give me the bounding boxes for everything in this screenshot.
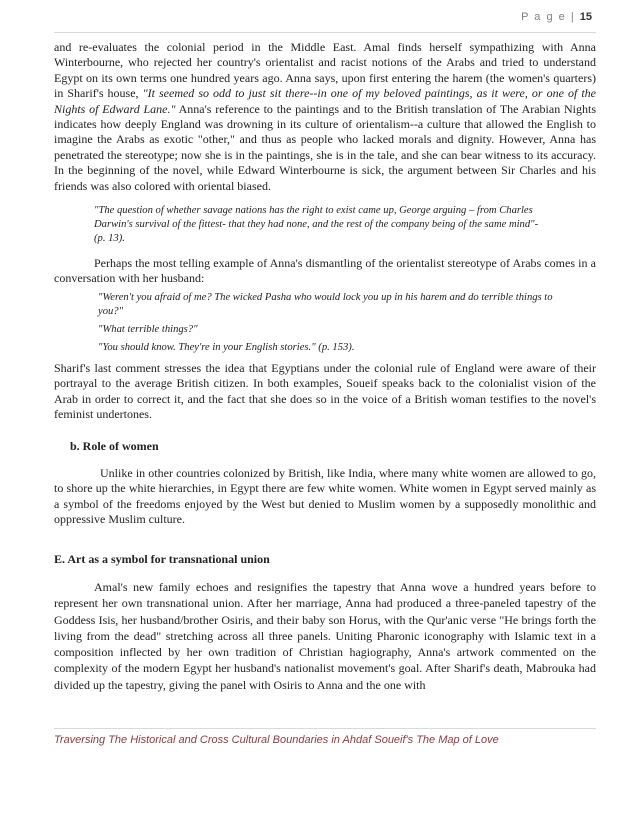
dialog-line-2: "What terrible things?" xyxy=(98,323,198,335)
page-number xyxy=(521,11,592,23)
dialog-line-3: "You should know. They're in your English stories." (p. 153). xyxy=(98,341,355,353)
paragraph-1: and re-evaluates the colonial period in the Middle East. Amal finds herself sympathizing with Anna Winterbourne, who rejected her country's orientalist and racist notions of the Arabs and tried to understand Egypt on its own terms one hundred years ago. Anna says, upon first entering the harem (the women's quarters) in Sharif's house, "It seemed so odd to just sit there--in one of my beloved paintings, as it were, or one of the Nights of Edward Lane." Anna's reference to the paintings and to the British translation of The Arabian Nights indicates how deeply England was drowning in its culture of orientalism--a culture that allowed the English to imagine the Arabs as exotic "other," and thus as people who lacked morals and dignity. However, Anna has penetrated the stereotype; now she is in the paintings, she is in the tale, and she can bear witness to its accuracy. In the beginning of the novel, while Edward Winterbourne is sick, the argument between Sir Charles and his friends was also colored with oriental biased. xyxy=(54,40,596,193)
dialog-line-1: "Weren't you afraid of me? The wicked Pasha who would lock you up in his harem and do terrible things to you?" xyxy=(98,291,553,317)
block-quote: "The question of whether savage nations has the right to exist came up, George arguing – from Charles Darwin's survival of the fittest- that they had none, and the rest of the company being of the same mind"- (p. 13). xyxy=(94,205,539,245)
page-number-value: 15 xyxy=(579,11,592,23)
footer-divider xyxy=(54,728,596,729)
footer-title: Traversing The Historical and Cross Cultural Boundaries in Ahdaf Soueif's The Map of Love xyxy=(54,734,499,746)
page-label: P a g e | xyxy=(521,11,576,23)
inline-quote: "It seemed so odd to just sit there--in one of my beloved paintings, as it were, or one of the Nights of Edward Lane." xyxy=(54,86,596,116)
paragraph-2: Perhaps the most telling example of Anna's dismantling of the orientalist stereotype of Arabs comes in a conversation with her husband: xyxy=(54,256,596,286)
section-heading-b: b. Role of women xyxy=(70,438,159,453)
header-divider xyxy=(54,32,596,33)
page-body xyxy=(54,40,596,693)
section-heading-e: E. Art as a symbol for transnational union xyxy=(54,551,270,566)
paragraph-4: Unlike in other countries colonized by British, like India, where many white women are allowed to go, to shore up the white hierarchies, in Egypt there are few white women. White women in Egypt served mainly as a symbol of the freedoms enjoyed by the West but denied to Muslim women by a supposedly monolithic and oppressive Muslim culture. xyxy=(54,465,596,527)
paragraph-5: Amal's new family echoes and resignifies the tapestry that Anna wove a hundred years before to represent her own transnational union. After her marriage, Anna had produced a three-paneled tapestry of the Goddess Isis, her husband/brother Osiris, and their baby son Horus, with the Qur'anic verse "He brings forth the living from the dead" stretching across all three panels. Uniting Pharonic iconography with Islamic text in a composition inflected by her own tradition of Christian hagiography, Anna's artwork commented on the complexity of the modern Egypt her husband's nationalist movement's goal. After Sharif's death, Mabrouka had divided up the tapestry, giving the panel with Osiris to Anna and the one with xyxy=(54,579,596,692)
paragraph-3: Sharif's last comment stresses the idea that Egyptians under the colonial rule of England were aware of their portrayal to the average British citizen. In both examples, Soueif speaks back to the colonialist vision of the Arab in order to correct it, and the fact that she does so in the voice of a British woman testifies to the novel's feminist undertones. xyxy=(54,360,596,422)
